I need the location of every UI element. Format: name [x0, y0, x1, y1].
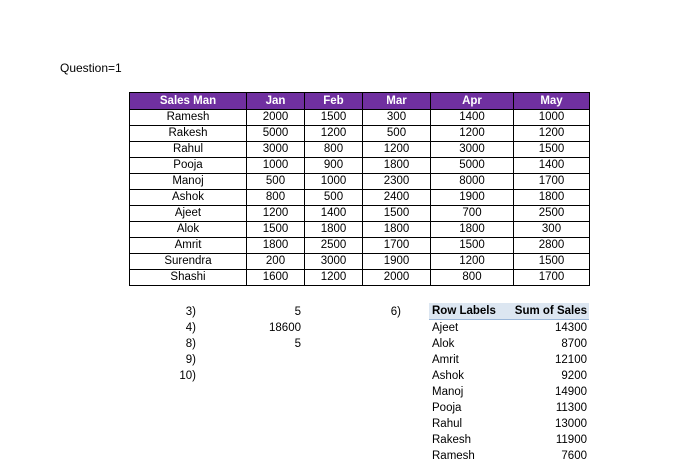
table-row: [130, 270, 590, 286]
pivot-row-label[interactable]: Alok: [432, 338, 455, 350]
sales-value-cell[interactable]: 1200: [247, 206, 305, 222]
pivot-row: [429, 368, 589, 384]
column-header-mar[interactable]: Mar: [363, 93, 431, 110]
sales-value-cell[interactable]: 700: [431, 206, 514, 222]
sales-value-cell[interactable]: 1900: [363, 254, 431, 270]
pivot-row: [429, 384, 589, 400]
pivot-row-value[interactable]: 14900: [555, 386, 587, 398]
salesman-cell[interactable]: Surendra: [130, 254, 247, 270]
sales-table-body: [130, 110, 590, 286]
table-row: [130, 254, 590, 270]
table-row: [130, 190, 590, 206]
pivot-row-label[interactable]: Amrit: [432, 354, 459, 366]
sales-value-cell[interactable]: 1800: [247, 238, 305, 254]
sales-value-cell[interactable]: 200: [247, 254, 305, 270]
pivot-row: [429, 448, 589, 464]
pivot-row: [429, 336, 589, 352]
table-row: [130, 174, 590, 190]
answer-value-cell[interactable]: 18600: [269, 322, 301, 334]
sales-value-cell[interactable]: 800: [305, 142, 363, 158]
sales-value-cell[interactable]: 800: [247, 190, 305, 206]
pivot-row-label[interactable]: Rahul: [432, 418, 463, 430]
sales-value-cell[interactable]: 1600: [247, 270, 305, 286]
salesman-cell[interactable]: Ramesh: [130, 110, 247, 126]
pivot-row-value[interactable]: 11900: [555, 434, 587, 446]
salesman-cell[interactable]: Ajeet: [130, 206, 247, 222]
pivot-row-label[interactable]: Manoj: [432, 386, 464, 398]
sales-value-cell[interactable]: 1500: [514, 142, 590, 158]
pivot-table: [429, 303, 589, 464]
sales-value-cell[interactable]: 1800: [514, 190, 590, 206]
salesman-cell[interactable]: Amrit: [130, 238, 247, 254]
sales-value-cell[interactable]: 2800: [514, 238, 590, 254]
column-header-jan[interactable]: Jan: [247, 93, 305, 110]
answer-number-cell[interactable]: 9): [185, 354, 196, 366]
sales-value-cell[interactable]: 1500: [305, 110, 363, 126]
sales-value-cell[interactable]: 1900: [431, 190, 514, 206]
pivot-header-row-labels[interactable]: Row Labels: [432, 305, 496, 317]
pivot-row-label[interactable]: Ashok: [432, 370, 464, 382]
pivot-row: [429, 352, 589, 368]
salesman-cell[interactable]: Manoj: [130, 174, 247, 190]
pivot-row-value[interactable]: 9200: [561, 370, 587, 382]
pivot-row-label[interactable]: Pooja: [432, 402, 462, 414]
answer-row: [0, 336, 320, 352]
sales-value-cell[interactable]: 500: [247, 174, 305, 190]
answer-row: [0, 320, 320, 336]
sales-value-cell[interactable]: 1200: [431, 126, 514, 142]
sales-value-cell[interactable]: 1700: [363, 238, 431, 254]
sales-value-cell[interactable]: 2000: [363, 270, 431, 286]
sales-value-cell[interactable]: 1200: [514, 126, 590, 142]
pivot-row-value[interactable]: 12100: [555, 354, 587, 366]
salesman-cell[interactable]: Alok: [130, 222, 247, 238]
pivot-header-row[interactable]: [429, 303, 589, 320]
answer-row: [0, 304, 320, 320]
sales-value-cell[interactable]: 1200: [363, 142, 431, 158]
question6-label: 6): [390, 306, 401, 318]
sales-value-cell[interactable]: 1400: [431, 110, 514, 126]
sales-value-cell[interactable]: 1400: [305, 206, 363, 222]
pivot-row-label[interactable]: Ramesh: [432, 450, 475, 462]
sales-value-cell[interactable]: 500: [305, 190, 363, 206]
sales-value-cell[interactable]: 3000: [431, 142, 514, 158]
sales-value-cell[interactable]: 5000: [247, 126, 305, 142]
table-row: [130, 222, 590, 238]
sales-value-cell[interactable]: 1800: [363, 158, 431, 174]
sales-value-cell[interactable]: 1200: [431, 254, 514, 270]
answer-value-cell[interactable]: 5: [294, 338, 301, 350]
sales-value-cell[interactable]: 1200: [305, 126, 363, 142]
salesman-cell[interactable]: Rakesh: [130, 126, 247, 142]
salesman-cell[interactable]: Ashok: [130, 190, 247, 206]
answer-row: [0, 352, 320, 368]
pivot-row-value[interactable]: 14300: [555, 322, 587, 334]
pivot-row-value[interactable]: 11300: [555, 402, 587, 414]
sales-value-cell[interactable]: 1000: [514, 110, 590, 126]
salesman-cell[interactable]: Rahul: [130, 142, 247, 158]
sales-table-header-row: [130, 93, 590, 110]
sales-value-cell[interactable]: 5000: [431, 158, 514, 174]
table-row: [130, 110, 590, 126]
sales-value-cell[interactable]: 300: [363, 110, 431, 126]
table-row: [130, 206, 590, 222]
sales-value-cell[interactable]: 1000: [247, 158, 305, 174]
sales-value-cell[interactable]: 3000: [247, 142, 305, 158]
salesman-cell[interactable]: Shashi: [130, 270, 247, 286]
answer-number-cell[interactable]: 8): [185, 338, 196, 350]
pivot-header-sum-of-sales[interactable]: Sum of Sales: [514, 305, 587, 317]
sales-value-cell[interactable]: 3000: [305, 254, 363, 270]
table-row: [130, 126, 590, 142]
sales-value-cell[interactable]: 500: [363, 126, 431, 142]
table-row: [130, 142, 590, 158]
sales-value-cell[interactable]: 2000: [247, 110, 305, 126]
column-header-sales-man[interactable]: Sales Man: [130, 93, 247, 110]
sales-table: [129, 92, 590, 286]
sales-value-cell[interactable]: 900: [305, 158, 363, 174]
column-header-apr[interactable]: Apr: [431, 93, 514, 110]
answer-number-cell[interactable]: 10): [179, 370, 196, 382]
pivot-row: [429, 320, 589, 336]
answer-row: [0, 368, 320, 384]
column-header-may[interactable]: May: [514, 93, 590, 110]
sales-value-cell[interactable]: 2500: [514, 206, 590, 222]
sales-value-cell[interactable]: 2300: [363, 174, 431, 190]
question-label: Question=1: [60, 61, 122, 75]
sales-value-cell[interactable]: 2400: [363, 190, 431, 206]
salesman-cell[interactable]: Pooja: [130, 158, 247, 174]
pivot-row: [429, 400, 589, 416]
pivot-row-value[interactable]: 13000: [555, 418, 587, 430]
pivot-row-label[interactable]: Ajeet: [432, 322, 459, 334]
sales-value-cell[interactable]: 1500: [247, 222, 305, 238]
sales-value-cell[interactable]: 1700: [514, 174, 590, 190]
sales-value-cell[interactable]: 1500: [363, 206, 431, 222]
sales-value-cell[interactable]: 800: [431, 270, 514, 286]
sales-value-cell[interactable]: 1500: [514, 254, 590, 270]
sales-value-cell[interactable]: 1800: [363, 222, 431, 238]
sales-value-cell[interactable]: 1200: [305, 270, 363, 286]
sales-value-cell[interactable]: 8000: [431, 174, 514, 190]
sales-value-cell[interactable]: 1800: [305, 222, 363, 238]
sales-value-cell[interactable]: 1700: [514, 270, 590, 286]
answer-number-cell[interactable]: 3): [185, 306, 196, 318]
pivot-row-value[interactable]: 7600: [561, 450, 587, 462]
answer-number-cell[interactable]: 4): [185, 322, 196, 334]
pivot-row: [429, 416, 589, 432]
sales-value-cell[interactable]: 1500: [431, 238, 514, 254]
sales-value-cell[interactable]: 1800: [431, 222, 514, 238]
sales-value-cell[interactable]: 1400: [514, 158, 590, 174]
table-row: [130, 238, 590, 254]
answer-value-cell[interactable]: 5: [294, 306, 301, 318]
sales-value-cell[interactable]: 300: [514, 222, 590, 238]
column-header-feb[interactable]: Feb: [305, 93, 363, 110]
sales-value-cell[interactable]: 2500: [305, 238, 363, 254]
table-row: [130, 158, 590, 174]
sales-value-cell[interactable]: 1000: [305, 174, 363, 190]
pivot-row-label[interactable]: Rakesh: [432, 434, 471, 446]
pivot-row-value[interactable]: 8700: [561, 338, 587, 350]
pivot-row: [429, 432, 589, 448]
